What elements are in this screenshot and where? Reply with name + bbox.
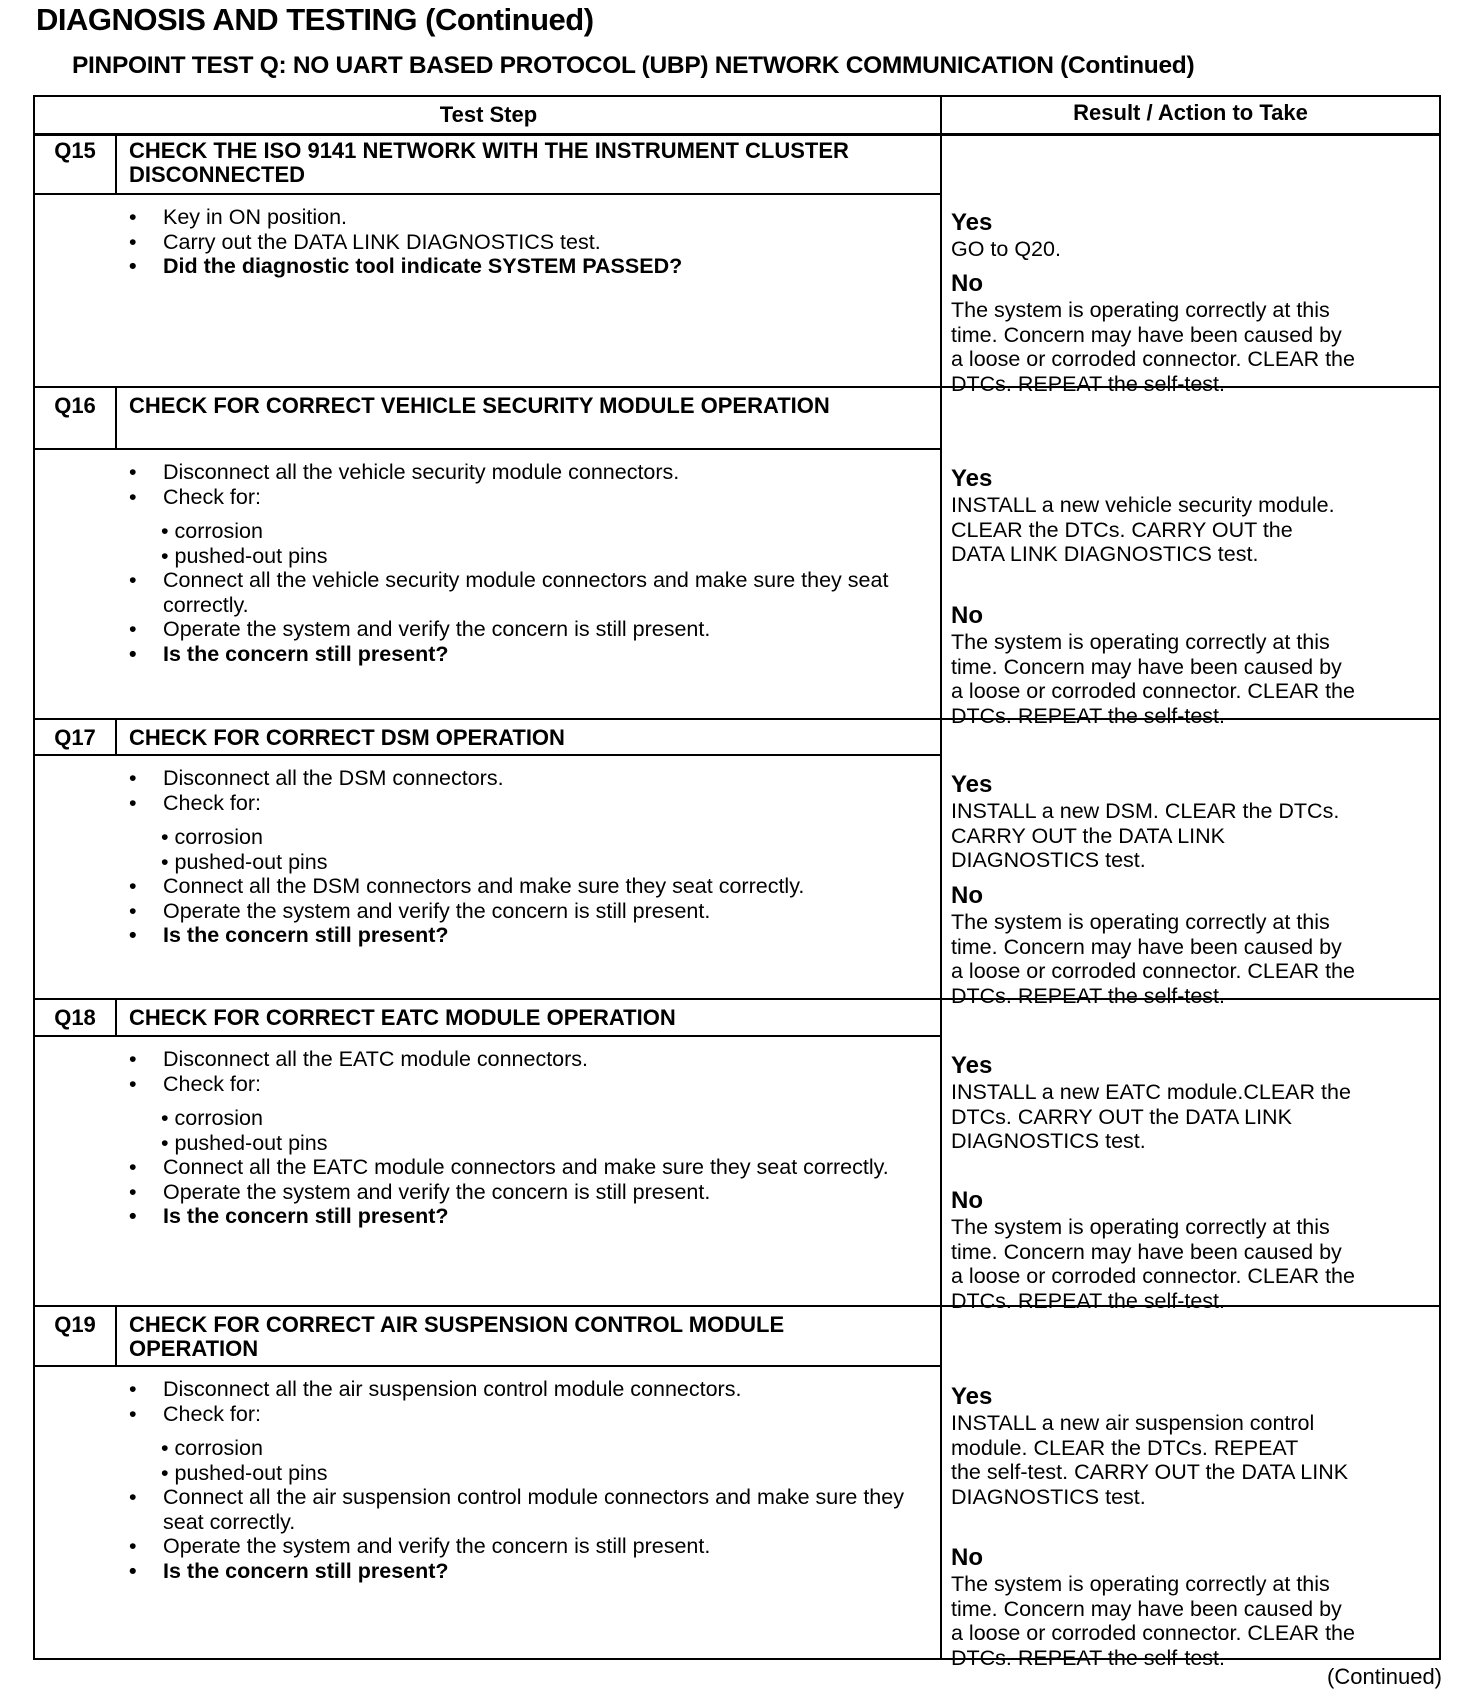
sub-item-text: corrosion (174, 825, 263, 849)
sub-list (127, 1436, 927, 1485)
step-text: Disconnect all the DSM connectors. (163, 766, 504, 790)
bullet-icon: • (161, 849, 175, 874)
sub-item (161, 1106, 927, 1131)
step-title: CHECK FOR CORRECT DSM OPERATION (129, 725, 565, 750)
test-step-row (35, 720, 1439, 1008)
step-question (127, 1204, 927, 1229)
sub-item (161, 825, 927, 850)
sub-item-text: corrosion (174, 519, 263, 543)
bullet-icon: • (161, 1436, 175, 1460)
test-step-row (35, 1307, 1439, 1670)
no-action-line: time. Concern may have been caused by (951, 934, 1342, 959)
step-text: Connect all the vehicle security module connectors and make sure they seat correctly. (163, 568, 889, 617)
sub-item-text: corrosion (174, 1106, 263, 1130)
no-action-line: a loose or corroded connector. CLEAR the (951, 347, 1355, 371)
step-title: CHECK FOR CORRECT EATC MODULE OPERATION (129, 1005, 676, 1030)
pinpoint-test-table (33, 95, 1441, 1670)
yes-action-line: INSTALL a new vehicle security module. (951, 493, 1335, 517)
step-question (127, 254, 927, 279)
result-yes (951, 771, 1441, 873)
bullet-icon: • (161, 1460, 175, 1485)
no-label: No (951, 602, 983, 629)
step-item (127, 485, 927, 510)
bullet-icon: • (129, 1155, 137, 1179)
result-no (951, 1544, 1441, 1670)
test-step-row (35, 388, 1439, 728)
result-yes (951, 465, 1441, 567)
yes-label: Yes (951, 209, 993, 236)
step-instructions (127, 205, 927, 279)
sub-list (127, 519, 927, 568)
step-text: Carry out the DATA LINK DIAGNOSTICS test. (163, 229, 601, 254)
step-text: Is the concern still present? (163, 923, 449, 947)
result-no (951, 602, 1441, 728)
step-item (127, 205, 927, 230)
bullet-icon: • (129, 641, 137, 666)
step-text: Is the concern still present? (163, 641, 449, 666)
step-text: Check for: (163, 790, 261, 815)
step-title-row (35, 388, 942, 450)
bullet-icon: • (129, 1071, 137, 1096)
no-action-line: a loose or corroded connector. CLEAR the (951, 1621, 1355, 1645)
column-divider (940, 97, 942, 1658)
step-instructions (127, 1047, 927, 1229)
header-test-step: Test Step (439, 102, 538, 127)
step-item (127, 460, 927, 485)
yes-action-line: DATA LINK DIAGNOSTICS test. (951, 542, 1259, 566)
step-item (127, 1180, 927, 1205)
yes-action-line: INSTALL a new air suspension control (951, 1411, 1315, 1435)
sub-item (161, 544, 927, 569)
yes-label: Yes (951, 1052, 993, 1079)
no-action-line: The system is operating correctly at this (951, 1215, 1330, 1239)
step-title-row (35, 1307, 942, 1367)
step-text: Check for: (163, 1401, 261, 1426)
no-action-line: DTCs. REPEAT the self-test. (951, 371, 1225, 396)
result-yes (951, 1052, 1441, 1154)
step-item (127, 791, 927, 816)
step-number: Q15 (35, 133, 117, 193)
step-text: Disconnect all the air suspension control module connectors. (163, 1377, 742, 1401)
bullet-icon: • (161, 1106, 175, 1130)
result-no (951, 1187, 1441, 1313)
yes-action-line: INSTALL a new DSM. CLEAR the DTCs. (951, 799, 1340, 823)
step-text: Operate the system and verify the concern is still present. (163, 617, 711, 641)
step-question (127, 923, 927, 948)
bullet-icon: • (161, 1130, 175, 1155)
bullet-icon: • (129, 1558, 137, 1583)
step-item (127, 617, 927, 642)
header-result-action: Result / Action to Take (1073, 100, 1308, 125)
step-item (127, 1155, 927, 1180)
step-text: Connect all the air suspension control module connectors and make sure they seat correctly. (163, 1485, 904, 1534)
step-title-row (35, 1000, 942, 1037)
yes-action-line: DIAGNOSTICS test. (951, 1129, 1146, 1153)
step-text: Disconnect all the vehicle security module connectors. (163, 460, 680, 484)
bullet-icon: • (129, 1534, 137, 1558)
bullet-icon: • (129, 254, 137, 278)
pinpoint-test-title: PINPOINT TEST Q: NO UART BASED PROTOCOL (UBP) NETWORK COMMUNICATION (Continued) (72, 52, 1195, 79)
no-action-line: a loose or corroded connector. CLEAR the (951, 679, 1355, 703)
sub-list (127, 1106, 927, 1155)
no-label: No (951, 1544, 983, 1571)
step-item (127, 1485, 927, 1534)
sub-item (161, 1131, 927, 1156)
step-instructions (127, 460, 927, 666)
table-header (35, 97, 1439, 136)
step-title: CHECK THE ISO 9141 NETWORK WITH THE INSTRUMENT CLUSTER DISCONNECTED (129, 138, 849, 187)
bullet-icon: • (129, 617, 137, 641)
bullet-icon: • (129, 1204, 137, 1228)
step-text: Check for: (163, 1071, 261, 1096)
yes-action-line: DIAGNOSTICS test. (951, 1484, 1146, 1509)
yes-label: Yes (951, 771, 993, 798)
no-label: No (951, 1187, 983, 1214)
result-no (951, 270, 1441, 396)
no-action-line: DTCs. REPEAT the self-test. (951, 983, 1225, 1008)
no-action-line: time. Concern may have been caused by (951, 322, 1342, 347)
step-title-row (35, 133, 942, 195)
no-action-line: DTCs. REPEAT the self-test. (951, 703, 1225, 728)
step-text: Operate the system and verify the concern is still present. (163, 898, 711, 923)
bullet-icon: • (129, 923, 137, 947)
bullet-icon: • (129, 898, 137, 923)
bullet-icon: • (129, 874, 137, 898)
bullet-icon: • (161, 825, 175, 849)
no-label: No (951, 882, 983, 909)
yes-action-line: the self-test. CARRY OUT the DATA LINK (951, 1460, 1349, 1484)
result-yes (951, 1383, 1441, 1509)
bullet-icon: • (129, 1377, 137, 1401)
continued-label: (Continued) (1327, 1664, 1442, 1689)
no-action-line: time. Concern may have been caused by (951, 1239, 1342, 1264)
step-text: Key in ON position. (163, 205, 348, 229)
step-item (127, 1047, 927, 1072)
bullet-icon: • (129, 790, 137, 815)
sub-item (161, 1436, 927, 1461)
step-text: Connect all the EATC module connectors and make sure they seat correctly. (163, 1155, 889, 1179)
step-item (127, 568, 927, 617)
no-action-line: a loose or corroded connector. CLEAR the (951, 959, 1355, 983)
step-number: Q16 (35, 388, 117, 448)
bullet-icon: • (129, 229, 137, 254)
page-title: DIAGNOSIS AND TESTING (Continued) (36, 2, 594, 37)
bullet-icon: • (161, 519, 175, 543)
step-number: Q17 (35, 720, 117, 754)
yes-action-line: GO to Q20. (951, 237, 1061, 261)
step-text: Did the diagnostic tool indicate SYSTEM PASSED? (163, 254, 683, 278)
step-item (127, 1402, 927, 1427)
step-item (127, 230, 927, 255)
step-number: Q18 (35, 1000, 117, 1035)
result-yes (951, 209, 1441, 262)
result-no (951, 882, 1441, 1008)
step-text: Is the concern still present? (163, 1558, 449, 1583)
bullet-icon: • (129, 205, 137, 229)
step-question (127, 1559, 927, 1584)
bullet-icon: • (129, 460, 137, 484)
step-text: Is the concern still present? (163, 1204, 449, 1228)
yes-action-line: DIAGNOSTICS test. (951, 848, 1146, 872)
yes-label: Yes (951, 465, 993, 492)
step-text: Check for: (163, 484, 261, 509)
step-text: Connect all the DSM connectors and make sure they seat correctly. (163, 874, 805, 898)
test-step-row (35, 1000, 1439, 1313)
step-question (127, 642, 927, 667)
sub-item-text: pushed-out pins (174, 1130, 328, 1155)
yes-label: Yes (951, 1383, 993, 1410)
yes-action-line: INSTALL a new EATC module.CLEAR the (951, 1080, 1351, 1104)
bullet-icon: • (129, 1179, 137, 1204)
test-step-row (35, 133, 1439, 396)
bullet-icon: • (129, 766, 137, 790)
step-item (127, 1072, 927, 1097)
yes-action-line: CLEAR the DTCs. CARRY OUT the (951, 517, 1293, 542)
yes-action-line: DTCs. CARRY OUT the DATA LINK (951, 1104, 1292, 1129)
step-title: CHECK FOR CORRECT VEHICLE SECURITY MODULE OPERATION (129, 393, 830, 418)
step-title-row (35, 720, 942, 756)
sub-item-text: pushed-out pins (174, 849, 328, 874)
sub-item (161, 519, 927, 544)
step-instructions (127, 1377, 927, 1583)
bullet-icon: • (129, 568, 137, 592)
step-item (127, 1377, 927, 1402)
sub-item (161, 1461, 927, 1486)
bullet-icon: • (129, 1485, 137, 1509)
step-text: Operate the system and verify the concern is still present. (163, 1534, 711, 1558)
yes-action-line: CARRY OUT the DATA LINK (951, 823, 1226, 848)
step-item (127, 1534, 927, 1559)
no-action-line: DTCs. REPEAT the self-test. (951, 1288, 1225, 1313)
sub-item-text: corrosion (174, 1436, 263, 1460)
no-action-line: The system is operating correctly at this (951, 298, 1330, 322)
no-label: No (951, 270, 983, 297)
sub-item-text: pushed-out pins (174, 543, 328, 568)
no-action-line: a loose or corroded connector. CLEAR the (951, 1264, 1355, 1288)
no-action-line: time. Concern may have been caused by (951, 654, 1342, 679)
step-number: Q19 (35, 1307, 117, 1365)
bullet-icon: • (161, 543, 175, 568)
no-action-line: time. Concern may have been caused by (951, 1596, 1342, 1621)
sub-item-text: pushed-out pins (174, 1460, 328, 1485)
step-text: Disconnect all the EATC module connectors. (163, 1047, 589, 1071)
sub-item (161, 850, 927, 875)
yes-action-line: module. CLEAR the DTCs. REPEAT (951, 1435, 1299, 1460)
bullet-icon: • (129, 1047, 137, 1071)
step-title: CHECK FOR CORRECT AIR SUSPENSION CONTROL MODULE OPERATION (129, 1312, 785, 1361)
no-action-line: The system is operating correctly at this (951, 1572, 1330, 1596)
step-item (127, 874, 927, 899)
bullet-icon: • (129, 484, 137, 509)
step-instructions (127, 766, 927, 948)
no-action-line: The system is operating correctly at this (951, 910, 1330, 934)
sub-list (127, 825, 927, 874)
bullet-icon: • (129, 1401, 137, 1426)
step-text: Operate the system and verify the concern is still present. (163, 1179, 711, 1204)
step-item (127, 766, 927, 791)
no-action-line: DTCs. REPEAT the self-test. (951, 1645, 1225, 1670)
step-item (127, 899, 927, 924)
no-action-line: The system is operating correctly at this (951, 630, 1330, 654)
